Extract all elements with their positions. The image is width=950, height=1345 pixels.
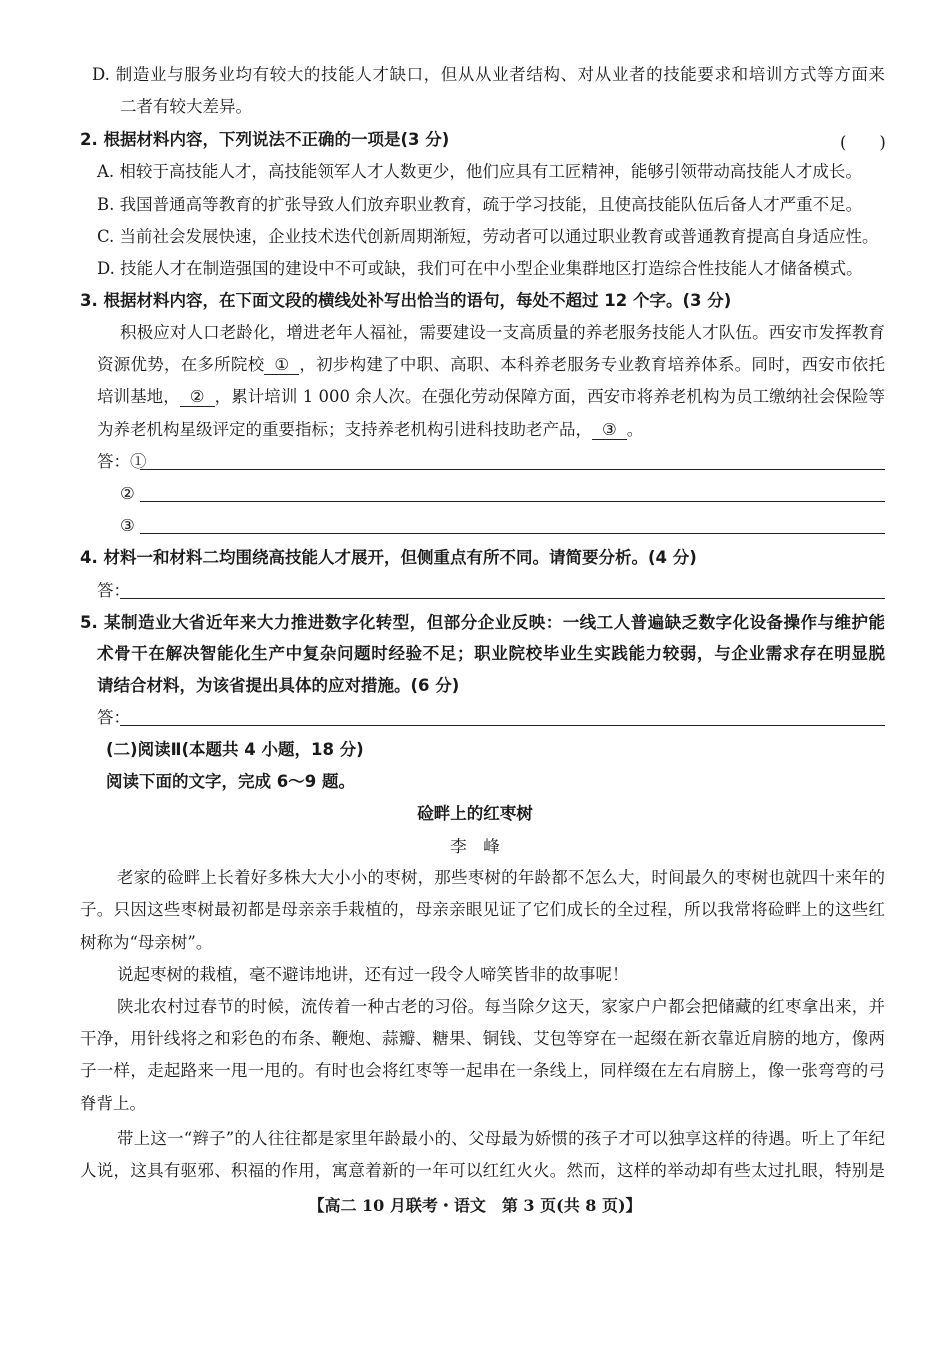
- text-segment: 为养老机构星级评定的重要指标；支持养老机构引进科技助老产品，: [97, 420, 592, 439]
- text-segment: 脊背上。: [80, 1094, 146, 1113]
- question-4: [80, 547, 697, 569]
- text-segment: 4. 材料一和材料二均围绕高技能人才展开，但侧重点有所不同。请简要分析。(4 分): [80, 548, 697, 567]
- text-segment: 【高二 10 月联考・语文 第 3 页(共 8 页)】: [308, 1196, 642, 1215]
- fill-in-blank[interactable]: ②: [180, 388, 215, 407]
- article-line: [117, 996, 885, 1018]
- passage-line: [97, 419, 643, 441]
- text-segment: 阅读下面的文字，完成 6～9 题。: [106, 772, 355, 791]
- text-segment: 子。只因这些枣树最初都是母亲亲手栽植的，母亲亲眼见证了它们成长的全过程，所以我常将硷畔上的这些红: [80, 900, 885, 919]
- fill-in-blank[interactable]: ③: [592, 421, 627, 440]
- article-author: [0, 836, 950, 858]
- text-segment: (二)阅读Ⅱ(本题共 4 小题，18 分): [106, 740, 364, 759]
- option-b: [97, 194, 862, 216]
- fill-in-blank[interactable]: ①: [264, 356, 299, 375]
- text-segment: 术骨干在解决智能化生产中复杂问题时经验不足；职业院校毕业生实践能力较弱，与企业需求存在明显脱: [97, 644, 885, 663]
- text-segment: D. 制造业与服务业均有较大的技能人才缺口，但从从业者结构、对从业者的技能要求和培训方式等方面来: [92, 65, 885, 84]
- text-segment: 3. 根据材料内容，在下面文段的横线处补写出恰当的语句，每处不超过 12 个字。(3 分): [80, 291, 732, 310]
- article-title: [0, 803, 950, 825]
- question-5-cont: [97, 675, 459, 697]
- text-segment: 人说，这具有驱邪、积福的作用，寓意着新的一年可以红红火火。然而，这样的举动却有些太过扎眼，特别是: [80, 1161, 885, 1180]
- text-segment: 答：: [97, 581, 130, 600]
- article-line: [80, 1028, 885, 1050]
- passage-line: [97, 386, 885, 408]
- answer-label-3: [120, 515, 135, 537]
- question-5: [80, 612, 885, 634]
- text-segment: 2. 根据材料内容，下列说法不正确的一项是(3 分): [80, 130, 450, 149]
- option-a: [97, 161, 862, 183]
- question-5-cont: [97, 643, 885, 665]
- answer-label-2: [120, 483, 135, 505]
- text-segment: 硷畔上的红枣树: [417, 804, 533, 823]
- answer-input-line[interactable]: [140, 469, 885, 470]
- text-segment: 李 峰: [450, 837, 500, 856]
- text-segment: 培训基地，: [97, 387, 180, 406]
- passage-line: [97, 354, 885, 376]
- article-line: [80, 932, 212, 954]
- text-segment: ，初步构建了中职、高职、本科养老服务专业教育培养体系。同时，西安市依托: [299, 355, 885, 374]
- text-segment: ，累计培训 1 000 余人次。在强化劳动保障方面，西安市将养老机构为员工缴纳社会保险等: [214, 387, 885, 406]
- text-segment: 二者有较大差异。: [120, 97, 252, 116]
- text-segment: 老家的硷畔上长着好多株大大小小的枣树，那些枣树的年龄都不怎么大，时间最久的枣树也就四十来年的: [117, 868, 885, 887]
- text-segment: 说起枣树的栽植，毫不避讳地讲，还有过一段令人啼笑皆非的故事呢！: [117, 965, 629, 984]
- text-segment: 答：①: [97, 452, 147, 471]
- text-segment: C. 当前社会发展快速，企业技术迭代创新周期渐短，劳动者可以通过职业教育或普通教育提高自身适应性。: [97, 227, 879, 246]
- answer-choice-parentheses[interactable]: ( ): [840, 133, 886, 152]
- option-d: [97, 258, 863, 280]
- reading-instruction: [106, 771, 355, 793]
- text-segment: 子一样，走起路来一甩一甩的。有时也会将红枣等一起串在一条线上，同样缀在左右肩膀上，像一张弯弯的弓: [80, 1061, 885, 1080]
- text-segment: 5. 某制造业大省近年来大力推进数字化转型，但部分企业反映：一线工人普遍缺乏数字化设备操作与维护能: [80, 613, 885, 632]
- text-segment: D. 技能人才在制造强国的建设中不可或缺，我们可在中小型企业集群地区打造综合性技能人才储备模式。: [97, 259, 863, 278]
- page-footer: [0, 1195, 950, 1217]
- answer-input-line[interactable]: [140, 533, 885, 534]
- article-line: [117, 964, 629, 986]
- text-segment: 带上这一“辫子”的人往往都是家里年龄最小的、父母最为娇惯的孩子才可以独享这样的待遇。听上了年纪: [117, 1129, 885, 1148]
- text-segment: 干净，用针线将之和彩色的布条、鞭炮、蒜瓣、糖果、铜钱、艾包等穿在一起缀在新衣靠近肩膀的地方，像两: [80, 1029, 885, 1048]
- question-3: [80, 290, 731, 312]
- text-segment: A. 相较于高技能人才，高技能领军人才人数更少，他们应具有工匠精神，能够引领带动高技能人才成长。: [97, 162, 862, 181]
- text-segment: ②: [120, 484, 135, 503]
- article-line: [80, 1093, 146, 1115]
- article-line: [117, 1128, 885, 1150]
- article-line: [80, 1060, 885, 1082]
- answer-input-line[interactable]: [140, 501, 885, 502]
- article-line: [80, 899, 885, 921]
- text-segment: 。: [626, 420, 644, 439]
- answer-input-line[interactable]: [120, 598, 885, 599]
- option-d-q1: [92, 64, 885, 86]
- text-segment: 请结合材料，为该省提出具体的应对措施。(6 分): [97, 676, 460, 695]
- article-line: [117, 867, 885, 889]
- text-segment: B. 我国普通高等教育的扩张导致人们放弃职业教育，疏于学习技能，且使高技能队伍后备人才严重不足。: [97, 195, 863, 214]
- option-c: [97, 226, 879, 248]
- text-segment: 答：: [97, 708, 130, 727]
- text-segment: 积极应对人口老龄化，增进老年人福祉，需要建设一支高质量的养老服务技能人才队伍。西安市发挥教育: [120, 323, 885, 342]
- option-d-q1-cont: [120, 96, 252, 118]
- passage-line: [120, 322, 885, 344]
- question-2: [80, 129, 449, 151]
- text-segment: 陕北农村过春节的时候，流传着一种古老的习俗。每当除夕这天，家家户户都会把储藏的红枣拿出来，并: [117, 997, 885, 1016]
- text-segment: ③: [120, 516, 135, 535]
- text-segment: 资源优势，在多所院校: [97, 355, 265, 374]
- article-line: [80, 1160, 885, 1182]
- text-segment: 树称为“母亲树”。: [80, 933, 213, 952]
- answer-input-line[interactable]: [120, 725, 885, 726]
- section-heading: [106, 739, 364, 761]
